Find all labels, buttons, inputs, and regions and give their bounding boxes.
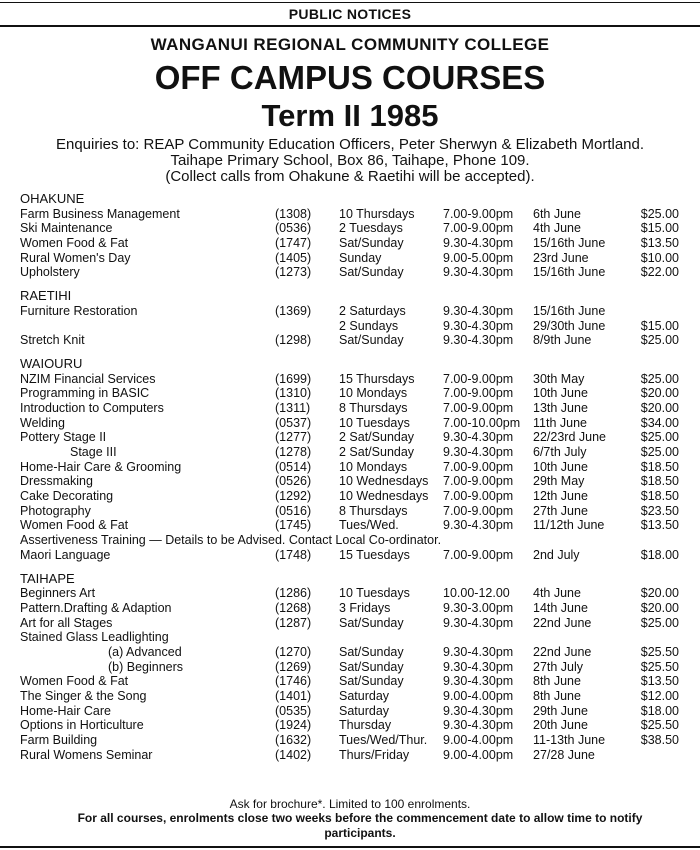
course-row [0, 221, 700, 236]
course-code: (1924) [275, 718, 312, 733]
course-name: Welding [20, 415, 65, 430]
course-fee: $18.00 [640, 547, 679, 562]
course-name: Farm Business Management [20, 206, 180, 221]
course-start-date: 4th June [533, 221, 581, 236]
college-name: WANGANUI REGIONAL COMMUNITY COLLEGE [150, 35, 550, 54]
course-sessions: Sat/Sunday [339, 674, 404, 689]
course-fee: $25.50 [640, 718, 679, 733]
course-name: Farm Building [20, 733, 98, 748]
course-start-date: 15/16th June [533, 303, 606, 318]
course-time: 9.30-4.30pm [443, 703, 514, 718]
course-fee: $13.50 [640, 236, 679, 251]
enquiries-line: (Collect calls from Ohakune & Raetihi will be accepted). [165, 168, 535, 185]
course-code: (1748) [275, 547, 312, 562]
course-start-date: 29/30th June [533, 318, 606, 333]
course-time: 9.30-4.30pm [443, 303, 514, 318]
course-time: 7.00-9.00pm [443, 221, 514, 236]
course-code: (1298) [275, 333, 312, 348]
course-sessions: Tues/Wed/Thur. [339, 733, 428, 748]
course-sessions: Tues/Wed. [339, 518, 399, 533]
course-name: Rural Womens Seminar [20, 747, 153, 762]
course-code: (1287) [275, 615, 312, 630]
course-time: 9.30-3.00pm [443, 600, 514, 615]
course-code: (0514) [275, 459, 312, 474]
course-code: (1270) [275, 644, 312, 659]
course-row [0, 333, 700, 348]
course-row [0, 601, 700, 616]
page-title: OFF CAMPUS COURSES [154, 59, 546, 96]
course-name: Art for all Stages [20, 615, 113, 630]
course-note: Assertiveness Training — Details to be Advised. Contact Local Co-ordinator. [20, 533, 442, 548]
course-time: 9.00-4.00pm [443, 733, 514, 748]
course-start-date: 20th June [533, 718, 588, 733]
course-sessions: 10 Tuesdays [339, 586, 410, 601]
course-row [0, 251, 700, 266]
course-row [0, 660, 700, 675]
course-row [0, 704, 700, 719]
course-fee: $25.00 [640, 371, 679, 386]
course-time: 9.30-4.30pm [443, 644, 514, 659]
course-start-date: 29th June [533, 703, 588, 718]
course-start-date: 4th June [533, 586, 581, 601]
course-time: 9.30-4.30pm [443, 674, 514, 689]
course-name: Furniture Restoration [20, 303, 138, 318]
course-row [0, 616, 700, 631]
course-name: Women Food & Fat [20, 674, 129, 689]
header-rule [0, 25, 700, 27]
course-sessions: 10 Mondays [339, 386, 408, 401]
course-start-date: 23rd June [533, 250, 589, 265]
course-time: 9.30-4.30pm [443, 265, 514, 280]
course-name: Beginners Art [20, 586, 96, 601]
course-start-date: 11/12th June [533, 518, 605, 533]
course-name: Stretch Knit [20, 333, 85, 348]
course-fee: $20.00 [640, 400, 679, 415]
course-sessions: 2 Saturdays [339, 303, 406, 318]
enquiries-line: Enquiries to: REAP Community Education Officers, Peter Sherwyn & Elizabeth Mortland. [55, 136, 645, 153]
course-row [0, 304, 700, 319]
section-raetihi [0, 289, 700, 348]
course-code: (0526) [275, 474, 312, 489]
notice-row [0, 533, 700, 548]
course-fee: $25.00 [640, 333, 679, 348]
course-fee: $25.50 [640, 644, 679, 659]
course-time: 7.00-9.00pm [443, 206, 514, 221]
course-start-date: 15/16th June [533, 236, 606, 251]
course-sessions: 3 Fridays [339, 600, 391, 615]
enquiries-line: Taihape Primary School, Box 86, Taihape, Phone 109. [170, 152, 530, 169]
course-sessions: 10 Wednesdays [339, 489, 429, 504]
course-code: (1747) [275, 236, 312, 251]
section-title: TAIHAPE [20, 570, 75, 586]
course-sessions: 2 Sat/Sunday [339, 430, 415, 445]
course-name: Maori Language [20, 547, 111, 562]
course-start-date: 22nd June [533, 644, 592, 659]
course-start-date: 15/16th June [533, 265, 606, 280]
course-fee: $13.50 [640, 518, 679, 533]
course-code: (1405) [275, 250, 312, 265]
course-start-date: 11-13th June [533, 733, 606, 748]
course-row [0, 319, 700, 334]
course-time: 9.00-5.00pm [443, 250, 514, 265]
top-rule [0, 2, 700, 3]
course-sessions: 8 Thursdays [339, 503, 408, 518]
course-row [0, 474, 700, 489]
course-row [0, 489, 700, 504]
course-fee: $18.50 [640, 474, 679, 489]
course-row [0, 236, 700, 251]
course-code: (0537) [275, 415, 312, 430]
course-sessions: 2 Tuesdays [339, 221, 403, 236]
course-name: Photography [20, 503, 91, 518]
course-sessions: 10 Wednesdays [339, 474, 429, 489]
course-start-date: 30th May [533, 371, 585, 386]
course-time: 7.00-9.00pm [443, 386, 514, 401]
course-fee: $25.00 [640, 430, 679, 445]
course-start-date: 14th June [533, 600, 588, 615]
course-row [0, 630, 700, 645]
section-ohakune [0, 192, 700, 280]
course-time: 7.00-9.00pm [443, 474, 514, 489]
course-time: 7.00-9.00pm [443, 400, 514, 415]
course-start-date: 6/7th July [533, 445, 587, 459]
course-time: 9.30-4.30pm [443, 718, 514, 733]
course-row [0, 430, 700, 445]
course-row [0, 265, 700, 280]
course-sessions: Sat/Sunday [339, 333, 404, 348]
course-code: (1286) [275, 586, 312, 601]
course-start-date: 29th May [533, 474, 585, 489]
course-code: (1402) [275, 747, 312, 762]
course-fee: $23.50 [640, 503, 679, 518]
course-time: 9.30-4.30pm [443, 659, 514, 674]
course-sessions: Sat/Sunday [339, 644, 404, 659]
course-sessions: Sat/Sunday [339, 615, 404, 630]
course-code: (1292) [275, 489, 312, 504]
course-name: Options in Horticulture [20, 718, 144, 733]
course-start-date: 12th June [533, 489, 588, 504]
course-sessions: Sat/Sunday [339, 265, 404, 280]
course-fee: $20.00 [640, 386, 679, 401]
course-start-date: 22nd June [533, 615, 592, 630]
course-time: 9.30-4.30pm [443, 318, 514, 333]
section-title: RAETIHI [20, 288, 72, 304]
course-fee: $15.00 [640, 318, 679, 333]
course-code: (1268) [275, 600, 312, 615]
course-row [0, 460, 700, 475]
enrolment-note: For all courses, enrolments close two weeks before the commencement date to allow time to notify participants. [77, 811, 643, 840]
course-sessions: 10 Mondays [339, 459, 408, 474]
course-fee: $38.50 [640, 733, 679, 748]
course-start-date: 8/9th June [533, 333, 592, 348]
course-fee: $20.00 [640, 586, 679, 601]
course-name: Women Food & Fat [20, 236, 129, 251]
course-name: Home-Hair Care & Grooming [20, 459, 182, 474]
course-fee: $13.50 [640, 674, 679, 689]
course-code: (1746) [275, 674, 312, 689]
course-sessions: 10 Tuesdays [339, 415, 410, 430]
course-row [0, 748, 700, 763]
course-row [0, 586, 700, 601]
course-time: 7.00-9.00pm [443, 459, 514, 474]
course-start-date: 27/28 June [533, 747, 595, 762]
term-heading: Term II 1985 [261, 98, 439, 133]
course-start-date: 11th June [533, 415, 587, 430]
course-sessions: Sat/Sunday [339, 659, 404, 674]
course-name: Stained Glass Leadlighting [20, 630, 169, 645]
course-name: Women Food & Fat [20, 518, 129, 533]
course-time: 9.30-4.30pm [443, 518, 514, 533]
course-fee: $34.00 [640, 415, 679, 430]
course-fee: $18.50 [640, 459, 679, 474]
course-fee: $18.50 [640, 489, 679, 504]
course-time: 9.30-4.30pm [443, 430, 514, 445]
course-code: (1310) [275, 386, 312, 401]
course-row [0, 386, 700, 401]
course-time: 7.00-9.00pm [443, 489, 514, 504]
course-time: 7.00-9.00pm [443, 503, 514, 518]
course-row [0, 445, 700, 460]
course-name: Pottery Stage II [20, 430, 107, 445]
course-time: 9.30-4.30pm [443, 615, 514, 630]
course-fee: $25.00 [640, 445, 679, 459]
course-name: Dressmaking [20, 474, 93, 489]
course-name: Stage III [70, 445, 117, 459]
course-fee: $18.00 [640, 703, 679, 718]
course-time: 7.00-10.00pm [443, 415, 521, 430]
course-sessions: 15 Tuesdays [339, 547, 410, 562]
course-time: 9.30-4.30pm [443, 445, 514, 459]
course-row [0, 689, 700, 704]
course-code: (1273) [275, 265, 312, 280]
course-row [0, 733, 700, 748]
course-name: (b) Beginners [108, 659, 184, 674]
section-header: PUBLIC NOTICES [288, 6, 412, 22]
course-code: (1311) [275, 400, 311, 415]
course-time: 10.00-12.00 [443, 586, 510, 601]
section-title: WAIOURU [20, 355, 83, 371]
course-code: (1401) [275, 689, 312, 703]
course-code: (1369) [275, 303, 312, 318]
course-fee: $22.00 [640, 265, 679, 280]
course-row [0, 401, 700, 416]
course-start-date: 6th June [533, 206, 581, 221]
course-name: Rural Women's Day [20, 250, 131, 265]
brochure-note: Ask for brochure*. Limited to 100 enrolments. [229, 797, 471, 811]
course-fee: $20.00 [640, 600, 679, 615]
course-time: 9.00-4.00pm [443, 747, 514, 762]
course-start-date: 22/23rd June [533, 430, 606, 445]
course-time: 9.00-4.00pm [443, 689, 514, 703]
course-row [0, 207, 700, 222]
course-time: 7.00-9.00pm [443, 371, 514, 386]
course-row [0, 504, 700, 519]
bottom-rule [0, 846, 700, 848]
course-start-date: 13th June [533, 400, 588, 415]
course-listing [0, 192, 700, 771]
course-row [0, 518, 700, 533]
course-time: 9.30-4.30pm [443, 333, 514, 348]
course-code: (1278) [275, 445, 312, 459]
course-code: (1308) [275, 206, 312, 221]
course-name: Upholstery [20, 265, 80, 280]
course-sessions: Saturday [339, 703, 390, 718]
course-start-date: 8th June [533, 674, 581, 689]
course-fee: $25.00 [640, 206, 679, 221]
course-name: (a) Advanced [108, 644, 182, 659]
course-time: 7.00-9.00pm [443, 547, 514, 562]
course-sessions: 15 Thursdays [339, 371, 415, 386]
course-row [0, 548, 700, 563]
course-sessions: 8 Thursdays [339, 400, 408, 415]
course-name: Programming in BASIC [20, 386, 150, 401]
course-name: Introduction to Computers [20, 400, 164, 415]
course-sessions: Sunday [339, 250, 382, 265]
course-row [0, 674, 700, 689]
course-start-date: 10th June [533, 386, 588, 401]
course-code: (0535) [275, 703, 312, 718]
course-name: NZIM Financial Services [20, 371, 156, 386]
course-name: The Singer & the Song [20, 689, 147, 703]
course-fee: $15.00 [640, 221, 679, 236]
course-sessions: 10 Thursdays [339, 206, 415, 221]
section-waiouru [0, 357, 700, 563]
section-taihape [0, 572, 700, 763]
course-code: (1745) [275, 518, 312, 533]
course-code: (1277) [275, 430, 312, 445]
course-fee: $25.50 [640, 659, 679, 674]
course-start-date: 10th June [533, 459, 588, 474]
course-sessions: Saturday [339, 689, 390, 703]
course-fee: $25.00 [640, 615, 679, 630]
course-sessions: 2 Sat/Sunday [339, 445, 415, 459]
course-row [0, 718, 700, 733]
course-name: Home-Hair Care [20, 703, 111, 718]
course-code: (1632) [275, 733, 312, 748]
course-name: Cake Decorating [20, 489, 114, 504]
course-sessions: Sat/Sunday [339, 236, 404, 251]
course-start-date: 27th June [533, 503, 588, 518]
course-name: Pattern.Drafting & Adaption [20, 600, 172, 615]
course-fee: $10.00 [640, 250, 679, 265]
course-start-date: 2nd July [533, 547, 580, 562]
course-code: (1699) [275, 371, 312, 386]
course-row [0, 645, 700, 660]
course-row [0, 372, 700, 387]
course-sessions: Thursday [339, 718, 392, 733]
course-code: (1269) [275, 659, 312, 674]
section-title: OHAKUNE [20, 191, 85, 206]
course-start-date: 8th June [533, 689, 581, 703]
course-code: (0516) [275, 503, 312, 518]
course-start-date: 27th July [533, 659, 584, 674]
course-code: (0536) [275, 221, 312, 236]
course-sessions: Thurs/Friday [339, 747, 410, 762]
course-sessions: 2 Sundays [339, 318, 399, 333]
course-fee: $12.00 [640, 689, 679, 703]
course-name: Ski Maintenance [20, 221, 113, 236]
course-row [0, 416, 700, 431]
course-time: 9.30-4.30pm [443, 236, 514, 251]
